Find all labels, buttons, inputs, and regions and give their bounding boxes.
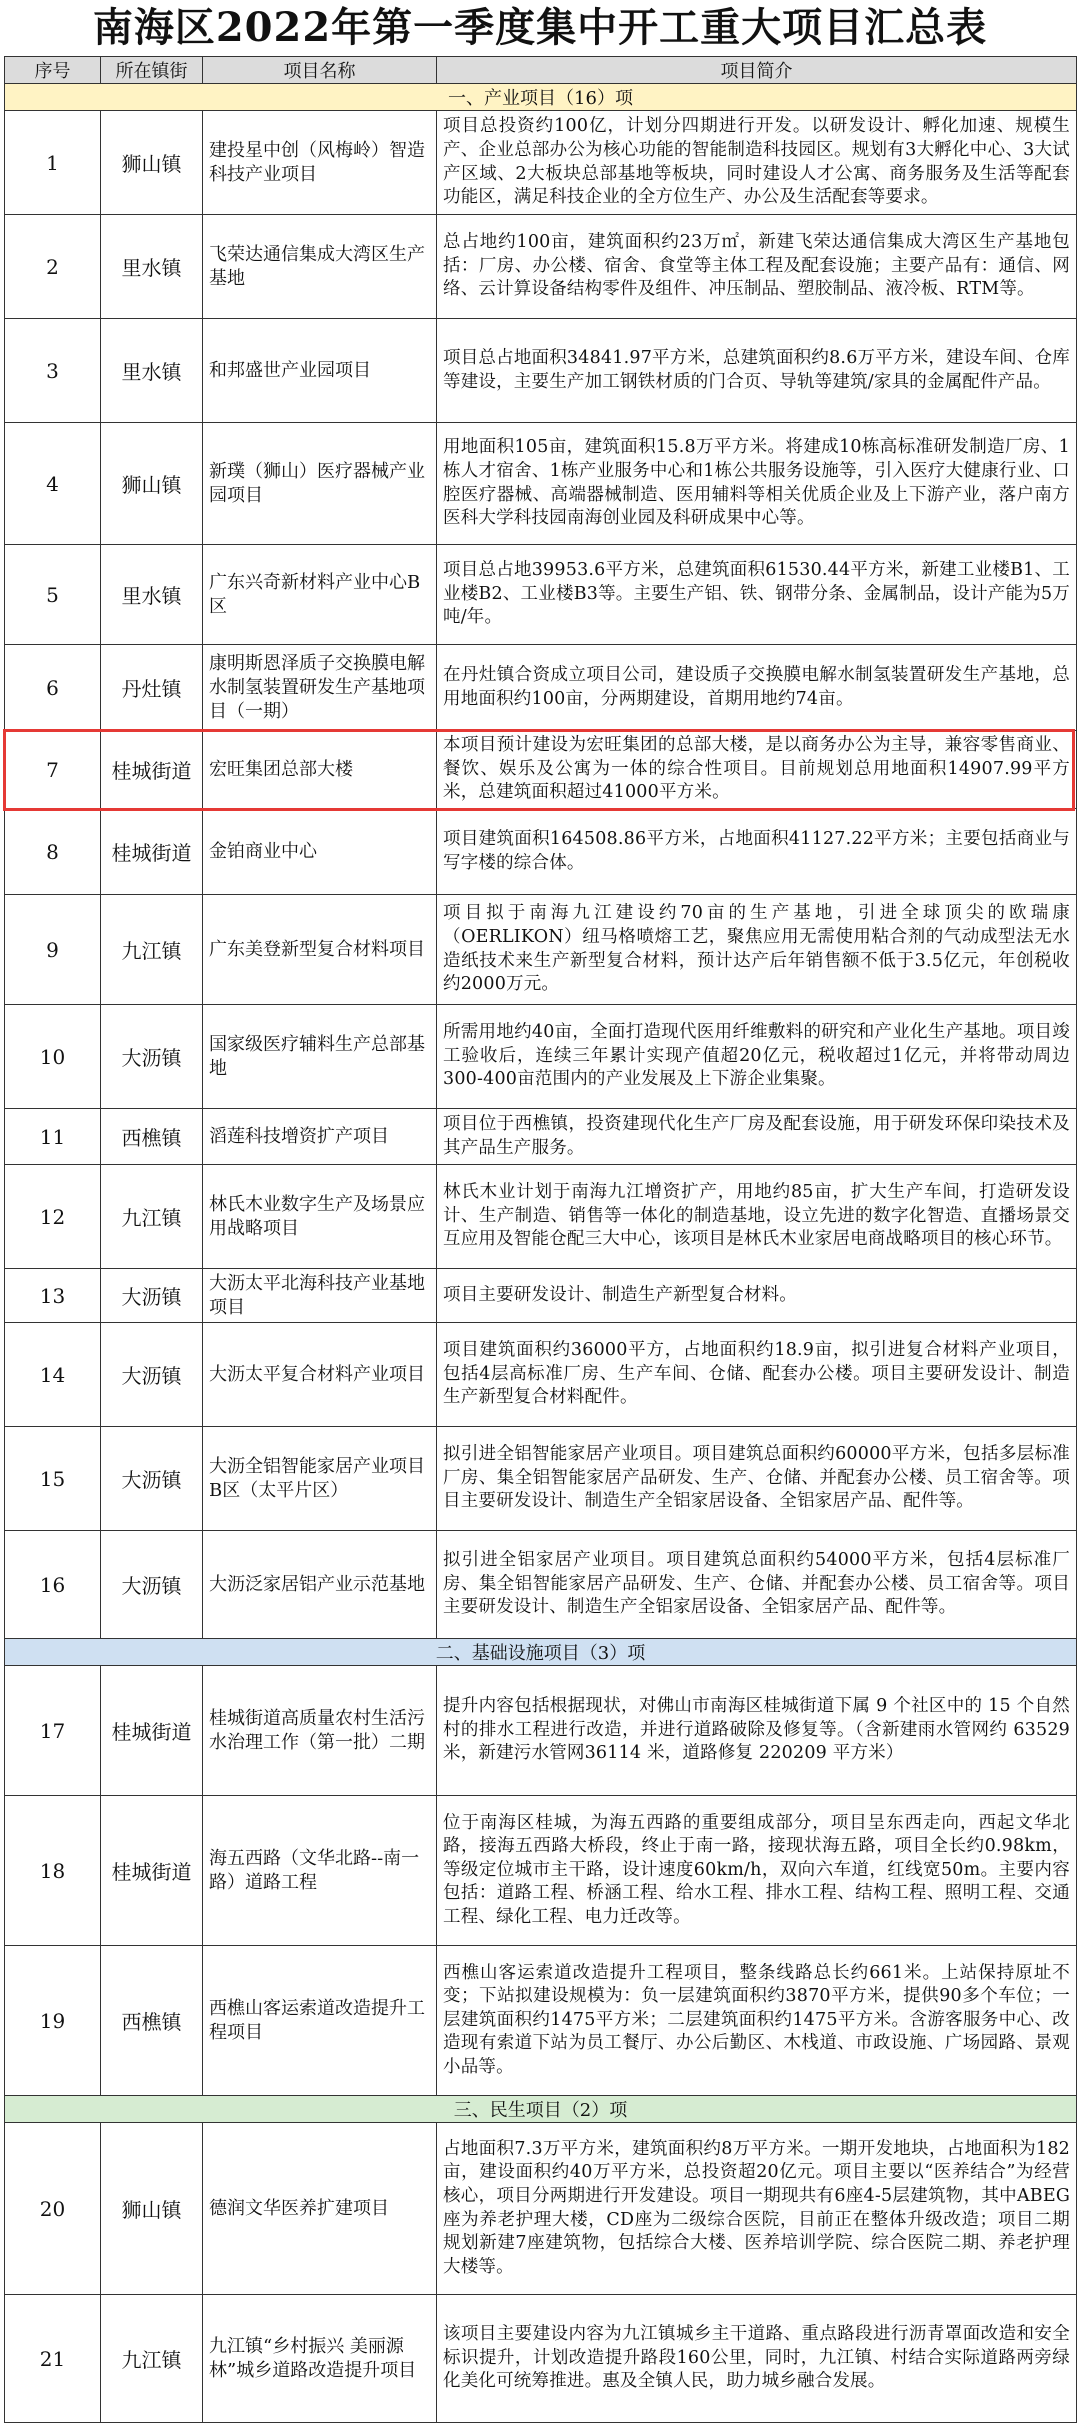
table-row bbox=[5, 809, 1077, 895]
row-no: 6 bbox=[5, 645, 101, 731]
table-row bbox=[5, 319, 1077, 423]
row-name: 康明斯恩泽质子交换膜电解水制氢装置研发生产基地项目（一期） bbox=[203, 645, 437, 731]
row-desc: 用地面积105亩，建筑面积15.8万平方米。将建成10栋高标准研发制造厂房、1栋人才宿舍、1栋产业服务中心和1栋公共服务设施等，引入医疗大健康行业、口腔医疗器械、高端器械制造、医用辅料等相关优质企业及上下游产业，落户南方医科大学科技园南海创业园及科研成果中心等。 bbox=[437, 423, 1077, 545]
table-row bbox=[5, 1946, 1077, 2096]
row-desc: 项目建筑面积约36000平方，占地面积约18.9亩，拟引进复合材料产业项目，包括4层高标准厂房、生产车间、仓储、配套办公楼。项目主要研发设计、制造生产新型复合材料配件。 bbox=[437, 1323, 1077, 1427]
row-town: 大沥镇 bbox=[101, 1005, 203, 1109]
row-no: 20 bbox=[5, 2123, 101, 2295]
row-no: 11 bbox=[5, 1109, 101, 1165]
row-desc: 林氏木业计划于南海九江增资扩产，用地约85亩，扩大生产车间，打造研发设计、生产制造、销售等一体化的制造基地，设立先进的数字化智造、直播场景交互应用及智能仓配三大中心，该项目是林氏木业家居电商战略项目的核心环节。 bbox=[437, 1165, 1077, 1269]
row-name: 金铂商业中心 bbox=[203, 809, 437, 895]
table-row bbox=[5, 1323, 1077, 1427]
row-name: 大沥太平北海科技产业基地项目 bbox=[203, 1269, 437, 1323]
row-desc: 项目主要研发设计、制造生产新型复合材料。 bbox=[437, 1269, 1077, 1323]
row-town: 西樵镇 bbox=[101, 1946, 203, 2096]
row-no: 2 bbox=[5, 215, 101, 319]
row-desc: 本项目预计建设为宏旺集团的总部大楼，是以商务办公为主导，兼容零售商业、餐饮、娱乐及公寓为一体的综合性项目。目前规划总用地面积14907.99平方米，总建筑面积超过41000平方米。 bbox=[437, 731, 1077, 809]
table-row bbox=[5, 1269, 1077, 1323]
row-no: 9 bbox=[5, 895, 101, 1005]
row-no: 21 bbox=[5, 2295, 101, 2423]
table-row bbox=[5, 423, 1077, 545]
row-desc: 项目建筑面积164508.86平方米，占地面积41127.22平方米；主要包括商业与写字楼的综合体。 bbox=[437, 809, 1077, 895]
section-row-livelihood bbox=[5, 2096, 1077, 2123]
row-name: 林氏木业数字生产及场景应用战略项目 bbox=[203, 1165, 437, 1269]
row-town: 里水镇 bbox=[101, 319, 203, 423]
row-no: 10 bbox=[5, 1005, 101, 1109]
section-label: 二、基础设施项目（3）项 bbox=[5, 1639, 1077, 1666]
row-name: 西樵山客运索道改造提升工程项目 bbox=[203, 1946, 437, 2096]
table-row bbox=[5, 1427, 1077, 1531]
row-town: 桂城街道 bbox=[101, 1796, 203, 1946]
row-name: 海五西路（文华北路--南一路）道路工程 bbox=[203, 1796, 437, 1946]
table-row bbox=[5, 1005, 1077, 1109]
row-desc: 项目总占地面积34841.97平方米，总建筑面积约8.6万平方米，建设车间、仓库等建设，主要生产加工钢铁材质的门合页、导轨等建筑/家具的金属配件产品。 bbox=[437, 319, 1077, 423]
row-no: 1 bbox=[5, 111, 101, 215]
row-desc: 在丹灶镇合资成立项目公司，建设质子交换膜电解水制氢装置研发生产基地，总用地面积约100亩，分两期建设，首期用地约74亩。 bbox=[437, 645, 1077, 731]
row-no: 19 bbox=[5, 1946, 101, 2096]
row-desc: 提升内容包括根据现状，对佛山市南海区桂城街道下属 9 个社区中的 15 个自然村的排水工程进行改造，并进行道路破除及修复等。（含新建雨水管网约 63529 米，新建污水管网36114 米，道路修复 220209 平方米） bbox=[437, 1666, 1077, 1796]
project-table bbox=[4, 56, 1077, 2423]
header-name: 项目名称 bbox=[203, 57, 437, 84]
row-no: 8 bbox=[5, 809, 101, 895]
row-town: 狮山镇 bbox=[101, 111, 203, 215]
row-desc: 项目总占地39953.6平方米，总建筑面积61530.44平方米，新建工业楼B1、工业楼B2、工业楼B3等。主要生产铝、铁、钢带分条、金属制品，设计产能为5万吨/年。 bbox=[437, 545, 1077, 645]
row-name: 国家级医疗辅料生产总部基地 bbox=[203, 1005, 437, 1109]
table-row-highlighted bbox=[5, 731, 1077, 809]
header-no: 序号 bbox=[5, 57, 101, 84]
table-row bbox=[5, 1666, 1077, 1796]
row-name: 新璞（狮山）医疗器械产业园项目 bbox=[203, 423, 437, 545]
row-no: 16 bbox=[5, 1531, 101, 1639]
row-desc: 占地面积7.3万平方米，建筑面积约8万平方米。一期开发地块，占地面积为182亩，建设面积约40万平方米，总投资超20亿元。项目主要以“医养结合”为经营核心，项目分两期进行开发建设。项目一期现共有6座4-5层建筑物，其中ABEG座为养老护理大楼，CD座为二级综合医院，目前正在整体升级改造；项目二期规划新建7座建筑物，包括综合大楼、医养培训学院、综合医院二期、养老护理大楼等。 bbox=[437, 2123, 1077, 2295]
row-town: 桂城街道 bbox=[101, 809, 203, 895]
row-town: 九江镇 bbox=[101, 1165, 203, 1269]
row-town: 狮山镇 bbox=[101, 423, 203, 545]
row-town: 桂城街道 bbox=[101, 731, 203, 809]
row-desc: 项目拟于南海九江建设约70亩的生产基地，引进全球顶尖的欧瑞康（OERLIKON）纽马格喷熔工艺，聚焦应用无需使用粘合剂的气动成型法无水造纸技术来生产新型复合材料，预计达产后年销售额不低于3.5亿元，年创税收约2000万元。 bbox=[437, 895, 1077, 1005]
table-row bbox=[5, 2295, 1077, 2423]
row-desc: 该项目主要建设内容为九江镇城乡主干道路、重点路段进行沥青罩面改造和安全标识提升，计划改造提升路段160公里，同时，九江镇、村结合实际道路两旁绿化美化可统筹推进。惠及全镇人民，助力城乡融合发展。 bbox=[437, 2295, 1077, 2423]
row-town: 九江镇 bbox=[101, 2295, 203, 2423]
table-row bbox=[5, 1165, 1077, 1269]
row-town: 狮山镇 bbox=[101, 2123, 203, 2295]
row-no: 12 bbox=[5, 1165, 101, 1269]
table-row bbox=[5, 545, 1077, 645]
row-desc: 西樵山客运索道改造提升工程项目，整条线路总长约661米。上站保持原址不变；下站拟建设规模为：负一层建筑面积约3870平方米，提供90多个车位；一层建筑面积约1475平方米；二层建筑面积约1475平方米。含游客服务中心、改造现有索道下站为员工餐厅、办公后勤区、木栈道、市政设施、广场园路、景观小品等。 bbox=[437, 1946, 1077, 2096]
row-name: 和邦盛世产业园项目 bbox=[203, 319, 437, 423]
row-town: 九江镇 bbox=[101, 895, 203, 1005]
row-town: 丹灶镇 bbox=[101, 645, 203, 731]
row-name: 桂城街道高质量农村生活污水治理工作（第一批）二期 bbox=[203, 1666, 437, 1796]
row-name: 宏旺集团总部大楼 bbox=[203, 731, 437, 809]
row-desc: 所需用地约40亩，全面打造现代医用纤维敷料的研究和产业化生产基地。项目竣工验收后，连续三年累计实现产值超20亿元，税收超过1亿元，并将带动周边300-400亩范围内的产业发展及上下游企业集聚。 bbox=[437, 1005, 1077, 1109]
row-no: 15 bbox=[5, 1427, 101, 1531]
section-label: 三、民生项目（2）项 bbox=[5, 2096, 1077, 2123]
row-name: 滔莲科技增资扩产项目 bbox=[203, 1109, 437, 1165]
row-name: 飞荣达通信集成大湾区生产基地 bbox=[203, 215, 437, 319]
header-desc: 项目简介 bbox=[437, 57, 1077, 84]
table-row bbox=[5, 1109, 1077, 1165]
row-no: 4 bbox=[5, 423, 101, 545]
table-row bbox=[5, 111, 1077, 215]
row-name: 建投星中创（风梅岭）智造科技产业项目 bbox=[203, 111, 437, 215]
row-town: 里水镇 bbox=[101, 545, 203, 645]
table-row bbox=[5, 645, 1077, 731]
row-town: 里水镇 bbox=[101, 215, 203, 319]
row-town: 桂城街道 bbox=[101, 1666, 203, 1796]
row-desc: 位于南海区桂城，为海五西路的重要组成部分，项目呈东西走向，西起文华北路，接海五西路大桥段，终止于南一路，接现状海五路，项目全长约0.98km，等级定位城市主干路，设计速度60km/h，双向六车道，红线宽50m。主要内容包括：道路工程、桥涵工程、给水工程、排水工程、结构工程、照明工程、交通工程、绿化工程、电力迁改等。 bbox=[437, 1796, 1077, 1946]
row-name: 广东兴奇新材料产业中心B区 bbox=[203, 545, 437, 645]
row-no: 17 bbox=[5, 1666, 101, 1796]
row-desc: 拟引进全铝家居产业项目。项目建筑总面积约54000平方米，包括4层标准厂房、集全铝智能家居产品研发、生产、仓储、并配套办公楼、员工宿舍等。项目主要研发设计、制造生产全铝家居设备、全铝家居产品、配件等。 bbox=[437, 1531, 1077, 1639]
row-name: 大沥泛家居铝产业示范基地 bbox=[203, 1531, 437, 1639]
row-name: 大沥全铝智能家居产业项目B区（太平片区） bbox=[203, 1427, 437, 1531]
table-row bbox=[5, 1796, 1077, 1946]
row-name: 广东美登新型复合材料项目 bbox=[203, 895, 437, 1005]
table-row bbox=[5, 1531, 1077, 1639]
table-row bbox=[5, 215, 1077, 319]
section-row-industry bbox=[5, 84, 1077, 111]
row-no: 13 bbox=[5, 1269, 101, 1323]
row-name: 德润文华医养扩建项目 bbox=[203, 2123, 437, 2295]
row-name: 大沥太平复合材料产业项目 bbox=[203, 1323, 437, 1427]
row-town: 大沥镇 bbox=[101, 1269, 203, 1323]
row-no: 18 bbox=[5, 1796, 101, 1946]
row-no: 3 bbox=[5, 319, 101, 423]
row-desc: 拟引进全铝智能家居产业项目。项目建筑总面积约60000平方米，包括多层标准厂房、集全铝智能家居产品研发、生产、仓储、并配套办公楼、员工宿舍等。项目主要研发设计、制造生产全铝家居设备、全铝家居产品、配件等。 bbox=[437, 1427, 1077, 1531]
section-label: 一、产业项目（16）项 bbox=[5, 84, 1077, 111]
row-no: 7 bbox=[5, 731, 101, 809]
table-row bbox=[5, 895, 1077, 1005]
document-title: 南海区2022年第一季度集中开工重大项目汇总表 bbox=[92, 4, 988, 51]
row-desc: 项目位于西樵镇，投资建现代化生产厂房及配套设施，用于研发环保印染技术及其产品生产服务。 bbox=[437, 1109, 1077, 1165]
row-town: 大沥镇 bbox=[101, 1531, 203, 1639]
row-desc: 项目总投资约100亿，计划分四期进行开发。以研发设计、孵化加速、规模生产、企业总部办公为核心功能的智能制造科技园区。规划有3大孵化中心、3大试产区域、2大板块总部基地等板块，同时建设人才公寓、商务服务及生活等配套功能区，满足科技企业的全方位生产、办公及生活配套等要求。 bbox=[437, 111, 1077, 215]
section-row-infrastructure bbox=[5, 1639, 1077, 1666]
row-name: 九江镇“乡村振兴 美丽源林”城乡道路改造提升项目 bbox=[203, 2295, 437, 2423]
row-desc: 总占地约100亩，建筑面积约23万㎡，新建飞荣达通信集成大湾区生产基地包括：厂房、办公楼、宿舍、食堂等主体工程及配套设施；主要产品有：通信、网络、云计算设备结构零件及组件、冲压制品、塑胶制品、液冷板、RTM等。 bbox=[437, 215, 1077, 319]
row-no: 14 bbox=[5, 1323, 101, 1427]
row-town: 大沥镇 bbox=[101, 1323, 203, 1427]
row-town: 大沥镇 bbox=[101, 1427, 203, 1531]
row-town: 西樵镇 bbox=[101, 1109, 203, 1165]
row-no: 5 bbox=[5, 545, 101, 645]
header-town: 所在镇街 bbox=[101, 57, 203, 84]
table-header-row bbox=[5, 57, 1077, 84]
table-row bbox=[5, 2123, 1077, 2295]
